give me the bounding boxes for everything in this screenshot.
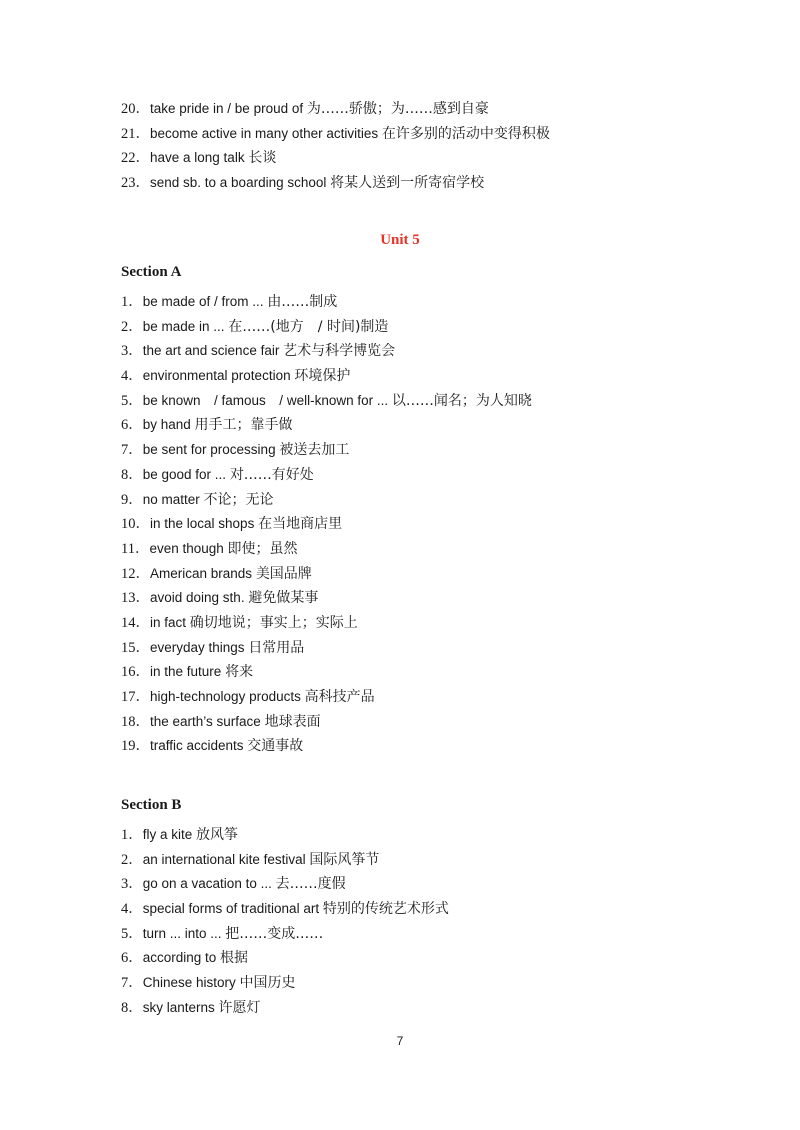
- phrase-number: 22．: [121, 150, 150, 167]
- unit-title: Unit 5: [380, 232, 420, 248]
- phrase-english: an international kite festival: [142, 851, 310, 867]
- phrase-item: [121, 922, 449, 947]
- phrase-chinese: 避免做某事: [248, 590, 319, 607]
- phrase-chinese: 中国历史: [239, 975, 296, 992]
- phrase-item: [121, 848, 449, 873]
- phrase-number: 7．: [121, 442, 143, 459]
- phrase-chinese: 根据: [220, 950, 249, 967]
- phrase-item: [121, 413, 532, 438]
- phrase-english: the earth’s surface: [150, 713, 265, 729]
- phrase-chinese: 国际风筝节: [309, 851, 380, 868]
- phrase-english: be sent for processing: [142, 442, 280, 458]
- phrase-item: [121, 996, 449, 1021]
- phrase-item: [121, 562, 532, 587]
- phrase-english: in the local shops: [150, 516, 259, 532]
- phrase-chinese: 艺术与科学博览会: [283, 343, 396, 360]
- phrase-english: American brands: [150, 565, 256, 581]
- phrase-number: 5．: [121, 925, 143, 942]
- phrase-number: 18．: [121, 713, 150, 730]
- phrase-item: [121, 290, 532, 315]
- phrase-item: [121, 823, 449, 848]
- section-b-title: Section B: [121, 797, 182, 813]
- phrase-number: 6．: [121, 417, 143, 434]
- phrase-english: become active in many other activities: [150, 125, 382, 141]
- phrase-number: 6．: [121, 950, 143, 967]
- phrase-english: send sb. to a boarding school: [150, 175, 331, 191]
- phrase-item: [121, 946, 449, 971]
- phrase-english: be made in ...: [142, 318, 229, 334]
- phrase-item: [121, 512, 532, 537]
- page-number: 7: [396, 1034, 404, 1048]
- phrase-english: Chinese history: [142, 975, 240, 991]
- phrase-english: no matter: [142, 491, 204, 507]
- phrase-item: [121, 364, 532, 389]
- phrase-english: sky lanterns: [142, 999, 219, 1015]
- phrase-item: [121, 611, 532, 636]
- phrase-item: [121, 315, 532, 340]
- phrase-item: [121, 710, 532, 735]
- phrase-item: [121, 122, 550, 147]
- phrase-item: [121, 97, 550, 122]
- phrase-english: be good for ...: [142, 466, 230, 482]
- phrase-item: [121, 897, 449, 922]
- phrase-chinese: 日常用品: [248, 639, 305, 656]
- phrase-chinese: 将来: [225, 664, 254, 681]
- phrase-chinese: 对……有好处: [229, 466, 314, 483]
- phrase-number: 5．: [121, 392, 143, 409]
- phrase-english: turn ... into ...: [142, 925, 226, 941]
- phrase-english: high-technology products: [150, 689, 305, 704]
- section-a-phrase-list: [121, 290, 532, 759]
- phrase-item: [121, 146, 550, 171]
- phrase-list-continued: [121, 97, 550, 196]
- phrase-english: in the future: [150, 664, 226, 680]
- phrase-chinese: 以……闻名；为人知晓: [391, 392, 532, 409]
- phrase-number: 17．: [121, 689, 150, 705]
- phrase-chinese: 在当地商店里: [258, 516, 343, 533]
- phrase-number: 12．: [121, 565, 150, 582]
- phrase-english: fly a kite: [142, 827, 197, 842]
- phrase-chinese: 被送去加工: [279, 442, 350, 459]
- phrase-item: [121, 438, 532, 463]
- phrase-item: [121, 339, 532, 364]
- phrase-chinese: 长谈: [248, 150, 277, 167]
- phrase-number: 1．: [121, 827, 143, 843]
- phrase-number: 1．: [121, 294, 143, 310]
- phrase-chinese: 许愿灯: [218, 999, 261, 1016]
- phrase-number: 15．: [121, 639, 150, 656]
- phrase-item: [121, 488, 532, 513]
- phrase-english: the art and science fair: [142, 343, 284, 359]
- phrase-english: be known / famous / well-known for ...: [142, 392, 392, 408]
- phrase-item: [121, 872, 449, 897]
- phrase-item: [121, 463, 532, 488]
- phrase-number: 14．: [121, 614, 150, 631]
- phrase-chinese: 将某人送到一所寄宿学校: [330, 175, 485, 192]
- phrase-number: 16．: [121, 664, 150, 681]
- phrase-number: 2．: [121, 318, 143, 335]
- phrase-english: in fact: [150, 614, 190, 630]
- phrase-chinese: 不论；无论: [203, 491, 274, 508]
- phrase-chinese: 放风筝: [196, 827, 239, 843]
- phrase-number: 7．: [121, 975, 143, 992]
- phrase-number: 19．: [121, 738, 150, 755]
- phrase-item: [121, 171, 550, 196]
- phrase-chinese: 高科技产品: [304, 689, 375, 705]
- phrase-english: by hand: [142, 417, 195, 433]
- phrase-item: [121, 636, 532, 661]
- phrase-number: 3．: [121, 876, 143, 893]
- phrase-chinese: 美国品牌: [255, 565, 312, 582]
- phrase-item: [121, 537, 532, 562]
- phrase-english: be made of / from ...: [142, 294, 268, 309]
- phrase-chinese: 由……制成: [267, 294, 338, 310]
- phrase-chinese: 地球表面: [264, 713, 321, 730]
- phrase-english: even though: [149, 540, 228, 556]
- phrase-number: 23．: [121, 175, 150, 192]
- phrase-chinese: 用手工；靠手做: [194, 417, 293, 434]
- phrase-item: [121, 734, 532, 759]
- phrase-english: according to: [142, 950, 221, 966]
- phrase-chinese: 交通事故: [247, 738, 304, 755]
- phrase-chinese: 即使；虽然: [227, 540, 298, 557]
- phrase-number: 2．: [121, 851, 143, 868]
- phrase-number: 8．: [121, 999, 143, 1016]
- phrase-number: 20．: [121, 101, 150, 117]
- phrase-item: [121, 685, 532, 710]
- phrase-chinese: 为……骄傲；为……感到自豪: [306, 101, 489, 117]
- phrase-english: have a long talk: [150, 150, 249, 166]
- phrase-english: traffic accidents: [150, 738, 248, 754]
- phrase-number: 13．: [121, 590, 150, 607]
- phrase-english: take pride in / be proud of: [150, 101, 307, 116]
- phrase-number: 11．: [121, 540, 150, 557]
- phrase-english: environmental protection: [142, 368, 295, 384]
- phrase-number: 21．: [121, 125, 150, 142]
- phrase-item: [121, 586, 532, 611]
- phrase-number: 4．: [121, 901, 143, 918]
- phrase-item: [121, 971, 449, 996]
- phrase-english: go on a vacation to ...: [142, 876, 276, 892]
- phrase-number: 9．: [121, 491, 143, 508]
- phrase-number: 8．: [121, 466, 143, 483]
- phrase-chinese: 在……(地方 / 时间)制造: [228, 318, 389, 335]
- section-a-title: Section A: [121, 264, 182, 280]
- phrase-chinese: 环境保护: [294, 368, 351, 385]
- phrase-number: 10．: [121, 516, 150, 533]
- phrase-number: 4．: [121, 368, 143, 385]
- phrase-chinese: 去……度假: [275, 876, 346, 893]
- phrase-english: avoid doing sth.: [150, 590, 249, 606]
- phrase-chinese: 确切地说；事实上；实际上: [189, 614, 358, 631]
- section-b-phrase-list: [121, 823, 449, 1021]
- phrase-chinese: 在许多别的活动中变得积极: [381, 125, 550, 142]
- phrase-chinese: 把……变成……: [225, 925, 324, 942]
- phrase-item: [121, 660, 532, 685]
- phrase-chinese: 特别的传统艺术形式: [322, 901, 449, 918]
- phrase-english: everyday things: [150, 639, 249, 655]
- phrase-number: 3．: [121, 343, 143, 360]
- phrase-english: special forms of traditional art: [142, 901, 323, 917]
- phrase-item: [121, 389, 532, 414]
